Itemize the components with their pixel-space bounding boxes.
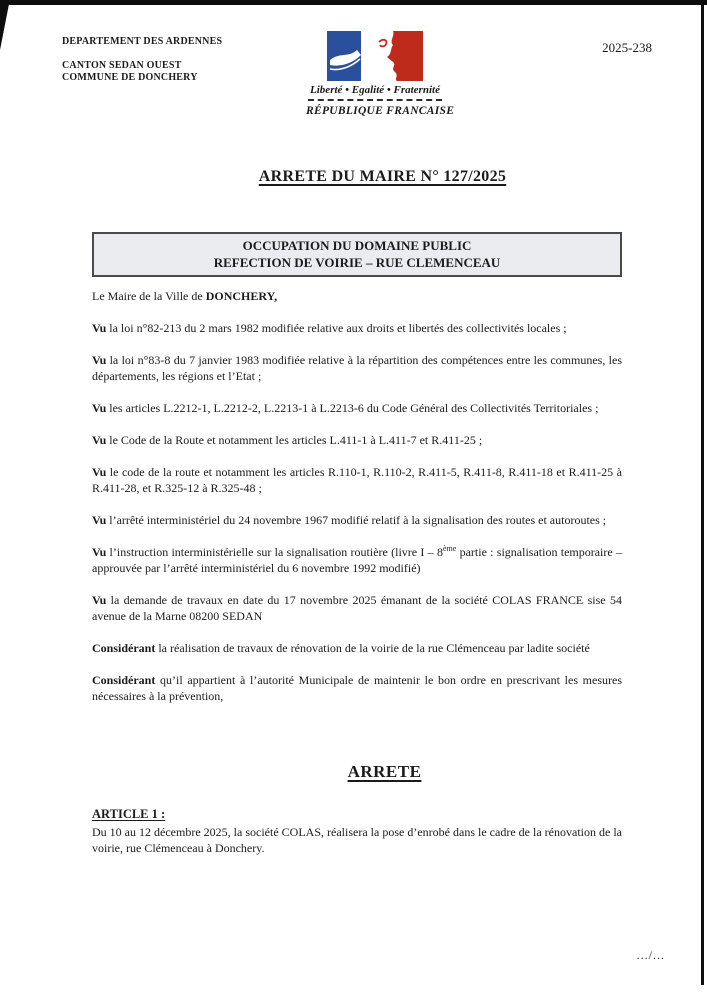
recital-text: le code de la route et notamment les articles R.110-1, R.110-2, R.411-5, R.411-8, R.411-18 et R.411-25 à R.411-28, et R.325-12 à R.325-48 ; [92, 465, 622, 495]
recital-lead: Vu [92, 353, 107, 367]
intro-paragraph [92, 288, 622, 304]
recital [92, 320, 622, 336]
recital [92, 432, 622, 448]
scan-artifact-top-edge [0, 0, 707, 5]
letterhead [62, 36, 222, 84]
recital-text: la demande de travaux en date du 17 novembre 2025 émanant de la société COLAS FRANCE sise 54 avenue de la Marne 08200 SEDAN [92, 593, 622, 623]
decree-reference-number: 2025-238 [602, 40, 652, 55]
subject-box [92, 232, 622, 277]
recital-text: le Code de la Route et notamment les articles L.411-1 à L.411-7 et R.411-25 ; [106, 433, 483, 447]
recital-superscript: ème [442, 544, 457, 553]
recital-text: la réalisation de travaux de rénovation de la voirie de la rue Clémenceau par ladite société [155, 641, 590, 655]
recital-text: partie : signalisation temporaire – approuvée par l’arrêté interministériel du 6 novembre 1992 modifié) [92, 545, 622, 575]
considerant [92, 672, 622, 704]
recital-lead: Vu [92, 401, 107, 415]
marianne-logo-icon [327, 31, 423, 81]
canton-name: CANTON SEDAN OUEST [62, 60, 182, 71]
recital-lead: Considérant [92, 673, 156, 687]
subject-line-2: REFECTION DE VOIRIE – RUE CLEMENCEAU [213, 255, 501, 270]
recital [92, 464, 622, 496]
recital [92, 544, 622, 576]
article-1-body: Du 10 au 12 décembre 2025, la société COLAS, réalisera la pose d’enrobé dans le cadre de la rénovation de la voirie, rue Clémenceau à Donchery. [92, 825, 622, 855]
recital-text: les articles L.2212-1, L.2212-2, L.2213-1 à L.2213-6 du Code Général des Collectivités Territoriales ; [106, 401, 599, 415]
article-1-heading: ARTICLE 1 : [92, 807, 166, 821]
recital-lead: Vu [92, 593, 107, 607]
recital [92, 512, 622, 528]
logo-divider [308, 99, 442, 101]
commune-name: COMMUNE DE DONCHERY [62, 72, 198, 83]
recital-lead: Considérant [92, 641, 156, 655]
decree-body [92, 288, 622, 872]
recital-text: l’instruction interministérielle sur la signalisation routière (livre I – 8 [106, 545, 443, 559]
recital-lead: Vu [92, 513, 107, 527]
scan-artifact-corner [0, 4, 9, 50]
considerant [92, 640, 622, 656]
scan-artifact-right-edge [701, 0, 704, 985]
recital-text: l’arrêté interministériel du 24 novembre 1967 modifié relatif à la signalisation des routes et autoroutes ; [106, 513, 607, 527]
subject-line-1: OCCUPATION DU DOMAINE PUBLIC [242, 238, 472, 253]
logo-republic-label: RÉPUBLIQUE FRANCAISE [306, 105, 455, 117]
recital [92, 592, 622, 624]
recital [92, 400, 622, 416]
recital-text: qu’il appartient à l’autorité Municipale de maintenir le bon ordre en prescrivant les mesures nécessaires à la prévention, [92, 673, 622, 703]
republique-francaise-logo [306, 31, 455, 117]
recital [92, 352, 622, 384]
arrete-heading: ARRETE [347, 762, 422, 781]
recital-lead: Vu [92, 321, 107, 335]
recital-lead: Vu [92, 465, 107, 479]
intro-commune-emphasis: DONCHERY, [205, 289, 278, 303]
logo-motto: Liberté • Egalité • Fraternité [310, 84, 440, 96]
intro-text: Le Maire de la Ville de [92, 289, 206, 303]
recital-lead: Vu [92, 433, 107, 447]
recital-lead: Vu [92, 545, 107, 559]
decree-title: ARRETE DU MAIRE N° 127/2025 [258, 168, 507, 185]
recital-text: la loi n°83-8 du 7 janvier 1983 modifiée relative à la répartition des compétences entre les communes, les départements, les régions et l’Etat ; [92, 353, 622, 383]
page-continuation-marker: .../... [636, 948, 665, 962]
department-name: DEPARTEMENT DES ARDENNES [62, 36, 223, 47]
recital-text: la loi n°82-213 du 2 mars 1982 modifiée relative aux droits et libertés des collectivités locales ; [106, 321, 567, 335]
